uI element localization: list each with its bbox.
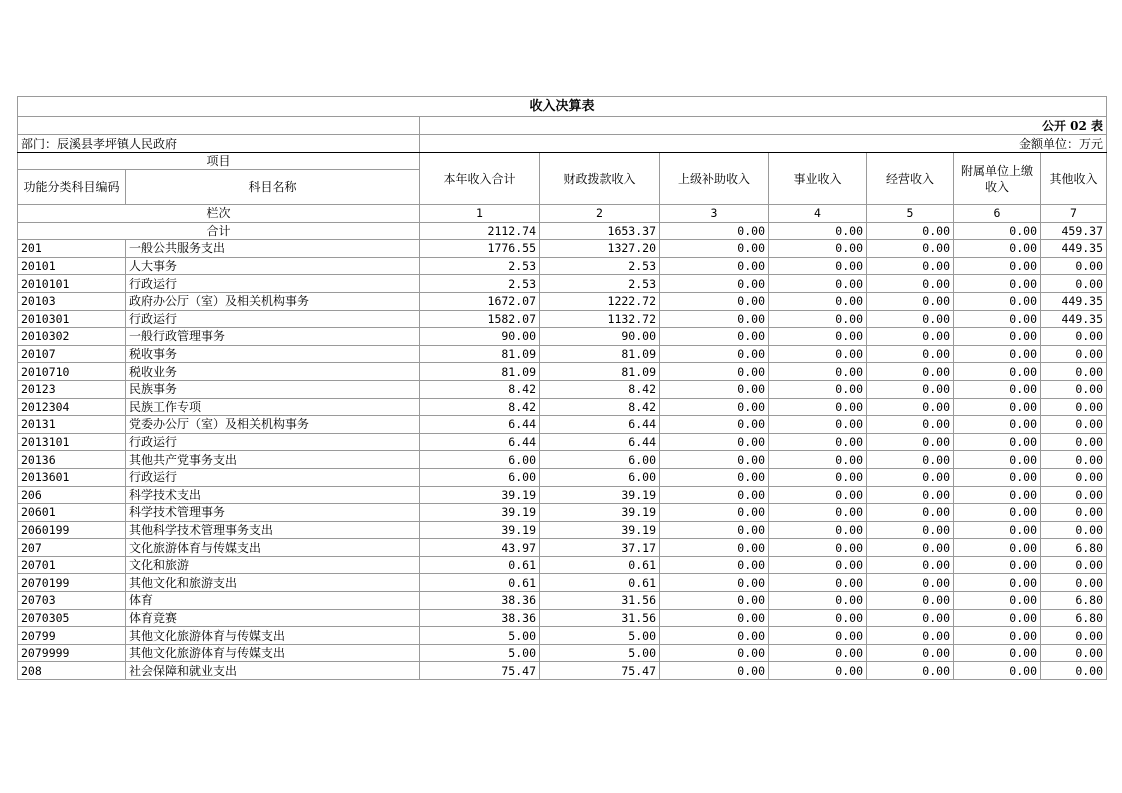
amount-cell: 0.00 xyxy=(867,486,954,504)
amount-cell: 0.00 xyxy=(769,556,867,574)
subject-name: 体育竞赛 xyxy=(126,609,420,627)
header-col3: 上级补助收入 xyxy=(660,153,769,205)
income-settlement-table xyxy=(17,96,1107,680)
column-number: 5 xyxy=(867,205,954,223)
table-row xyxy=(18,310,1107,328)
subject-code: 2012304 xyxy=(18,398,126,416)
amount-cell: 449.35 xyxy=(1041,240,1107,258)
amount-cell: 0.00 xyxy=(867,644,954,662)
subject-code: 20601 xyxy=(18,504,126,522)
unit-label: 金额单位：万元 xyxy=(420,135,1107,153)
amount-cell: 0.00 xyxy=(867,662,954,680)
header-col5: 经营收入 xyxy=(867,153,954,205)
table-row xyxy=(18,627,1107,645)
amount-cell: 6.00 xyxy=(420,468,540,486)
amount-cell: 0.00 xyxy=(1041,504,1107,522)
amount-cell: 0.00 xyxy=(660,292,769,310)
amount-cell: 0.00 xyxy=(954,486,1041,504)
amount-cell: 8.42 xyxy=(540,398,660,416)
amount-cell: 0.00 xyxy=(769,380,867,398)
table-row xyxy=(18,292,1107,310)
subject-code: 2070305 xyxy=(18,609,126,627)
amount-cell: 1776.55 xyxy=(420,240,540,258)
amount-cell: 0.00 xyxy=(769,592,867,610)
subject-name: 行政运行 xyxy=(126,275,420,293)
amount-cell: 0.00 xyxy=(769,662,867,680)
amount-cell: 0.00 xyxy=(954,609,1041,627)
amount-cell: 5.00 xyxy=(540,627,660,645)
amount-cell: 0.00 xyxy=(954,521,1041,539)
amount-cell: 0.00 xyxy=(954,574,1041,592)
amount-cell: 5.00 xyxy=(420,627,540,645)
column-number: 2 xyxy=(540,205,660,223)
amount-cell: 0.00 xyxy=(660,328,769,346)
table-title: 收入决算表 xyxy=(18,97,1107,117)
subject-name: 文化和旅游 xyxy=(126,556,420,574)
amount-cell: 8.42 xyxy=(420,398,540,416)
amount-cell: 0.00 xyxy=(954,556,1041,574)
amount-cell: 1582.07 xyxy=(420,310,540,328)
subject-name: 政府办公厅（室）及相关机构事务 xyxy=(126,292,420,310)
subject-name: 文化旅游体育与传媒支出 xyxy=(126,539,420,557)
amount-cell: 0.00 xyxy=(867,609,954,627)
header-col7: 其他收入 xyxy=(1041,153,1107,205)
amount-cell: 90.00 xyxy=(420,328,540,346)
subject-code: 2010101 xyxy=(18,275,126,293)
table-row xyxy=(18,644,1107,662)
amount-cell: 0.00 xyxy=(769,275,867,293)
total-value: 0.00 xyxy=(867,222,954,240)
table-row xyxy=(18,363,1107,381)
table-row xyxy=(18,416,1107,434)
subject-name: 一般行政管理事务 xyxy=(126,328,420,346)
subject-name: 税收业务 xyxy=(126,363,420,381)
table-row xyxy=(18,240,1107,258)
subject-name: 其他科学技术管理事务支出 xyxy=(126,521,420,539)
amount-cell: 31.56 xyxy=(540,609,660,627)
amount-cell: 0.61 xyxy=(540,556,660,574)
amount-cell: 0.00 xyxy=(867,363,954,381)
subject-name: 民族工作专项 xyxy=(126,398,420,416)
amount-cell: 2.53 xyxy=(540,275,660,293)
blank-cell xyxy=(18,117,420,135)
amount-cell: 0.00 xyxy=(867,328,954,346)
amount-cell: 449.35 xyxy=(1041,310,1107,328)
amount-cell: 0.00 xyxy=(660,521,769,539)
table-row xyxy=(18,345,1107,363)
amount-cell: 1672.07 xyxy=(420,292,540,310)
column-number: 4 xyxy=(769,205,867,223)
amount-cell: 75.47 xyxy=(540,662,660,680)
amount-cell: 0.00 xyxy=(660,556,769,574)
amount-cell: 0.00 xyxy=(660,416,769,434)
amount-cell: 0.00 xyxy=(660,627,769,645)
amount-cell: 0.00 xyxy=(954,240,1041,258)
amount-cell: 0.00 xyxy=(660,433,769,451)
amount-cell: 1222.72 xyxy=(540,292,660,310)
table-row xyxy=(18,609,1107,627)
table-row xyxy=(18,521,1107,539)
amount-cell: 0.00 xyxy=(1041,433,1107,451)
column-number: 7 xyxy=(1041,205,1107,223)
amount-cell: 39.19 xyxy=(540,486,660,504)
amount-cell: 0.00 xyxy=(1041,257,1107,275)
subject-code: 201 xyxy=(18,240,126,258)
header-item: 项目 xyxy=(18,153,420,170)
amount-cell: 0.00 xyxy=(769,627,867,645)
amount-cell: 0.00 xyxy=(867,292,954,310)
total-value: 459.37 xyxy=(1041,222,1107,240)
table-row xyxy=(18,539,1107,557)
subject-name: 其他文化旅游体育与传媒支出 xyxy=(126,627,420,645)
amount-cell: 0.00 xyxy=(867,257,954,275)
amount-cell: 0.00 xyxy=(867,345,954,363)
table-row xyxy=(18,275,1107,293)
amount-cell: 0.00 xyxy=(867,592,954,610)
column-number: 1 xyxy=(420,205,540,223)
subject-name: 其他共产党事务支出 xyxy=(126,451,420,469)
amount-cell: 8.42 xyxy=(540,380,660,398)
amount-cell: 6.44 xyxy=(540,433,660,451)
amount-cell: 0.00 xyxy=(1041,556,1107,574)
subject-code: 207 xyxy=(18,539,126,557)
subject-name: 民族事务 xyxy=(126,380,420,398)
table-row xyxy=(18,257,1107,275)
amount-cell: 0.00 xyxy=(769,574,867,592)
amount-cell: 90.00 xyxy=(540,328,660,346)
subject-name: 税收事务 xyxy=(126,345,420,363)
amount-cell: 0.00 xyxy=(867,468,954,486)
amount-cell: 0.00 xyxy=(660,398,769,416)
amount-cell: 0.00 xyxy=(867,398,954,416)
amount-cell: 0.00 xyxy=(954,627,1041,645)
amount-cell: 1327.20 xyxy=(540,240,660,258)
amount-cell: 0.00 xyxy=(660,345,769,363)
amount-cell: 0.00 xyxy=(1041,627,1107,645)
amount-cell: 0.00 xyxy=(1041,416,1107,434)
amount-cell: 5.00 xyxy=(540,644,660,662)
amount-cell: 0.00 xyxy=(954,468,1041,486)
table-row xyxy=(18,592,1107,610)
amount-cell: 0.00 xyxy=(769,257,867,275)
amount-cell: 6.00 xyxy=(420,451,540,469)
amount-cell: 8.42 xyxy=(420,380,540,398)
amount-cell: 0.00 xyxy=(769,451,867,469)
amount-cell: 0.00 xyxy=(954,504,1041,522)
amount-cell: 0.00 xyxy=(954,662,1041,680)
subject-code: 20107 xyxy=(18,345,126,363)
amount-cell: 81.09 xyxy=(540,345,660,363)
subject-name: 行政运行 xyxy=(126,433,420,451)
subject-name: 其他文化旅游体育与传媒支出 xyxy=(126,644,420,662)
amount-cell: 0.00 xyxy=(769,310,867,328)
amount-cell: 0.00 xyxy=(1041,521,1107,539)
amount-cell: 37.17 xyxy=(540,539,660,557)
amount-cell: 0.00 xyxy=(660,644,769,662)
subject-code: 2010710 xyxy=(18,363,126,381)
amount-cell: 0.00 xyxy=(769,416,867,434)
subject-name: 社会保障和就业支出 xyxy=(126,662,420,680)
amount-cell: 39.19 xyxy=(420,486,540,504)
amount-cell: 6.44 xyxy=(540,416,660,434)
subject-code: 20103 xyxy=(18,292,126,310)
subject-code: 20703 xyxy=(18,592,126,610)
amount-cell: 0.00 xyxy=(660,574,769,592)
amount-cell: 0.00 xyxy=(1041,644,1107,662)
subject-name: 行政运行 xyxy=(126,468,420,486)
header-col6: 附属单位上缴收入 xyxy=(954,153,1041,205)
amount-cell: 0.00 xyxy=(867,380,954,398)
header-func-code: 功能分类科目编码 xyxy=(18,170,126,205)
amount-cell: 0.00 xyxy=(769,292,867,310)
amount-cell: 0.00 xyxy=(954,345,1041,363)
total-row xyxy=(18,222,1107,240)
amount-cell: 0.00 xyxy=(769,363,867,381)
subject-code: 2013601 xyxy=(18,468,126,486)
table-row xyxy=(18,486,1107,504)
amount-cell: 0.00 xyxy=(954,292,1041,310)
column-number: 3 xyxy=(660,205,769,223)
amount-cell: 81.09 xyxy=(420,345,540,363)
header-col2: 财政拨款收入 xyxy=(540,153,660,205)
subject-code: 2010302 xyxy=(18,328,126,346)
amount-cell: 0.00 xyxy=(769,486,867,504)
amount-cell: 39.19 xyxy=(420,521,540,539)
amount-cell: 39.19 xyxy=(420,504,540,522)
amount-cell: 43.97 xyxy=(420,539,540,557)
amount-cell: 0.00 xyxy=(867,240,954,258)
subject-code: 2079999 xyxy=(18,644,126,662)
amount-cell: 1132.72 xyxy=(540,310,660,328)
amount-cell: 0.00 xyxy=(867,521,954,539)
subject-code: 2013101 xyxy=(18,433,126,451)
amount-cell: 0.00 xyxy=(769,539,867,557)
amount-cell: 0.00 xyxy=(1041,345,1107,363)
table-row xyxy=(18,504,1107,522)
amount-cell: 81.09 xyxy=(420,363,540,381)
amount-cell: 0.00 xyxy=(867,556,954,574)
column-number: 6 xyxy=(954,205,1041,223)
amount-cell: 0.00 xyxy=(867,433,954,451)
total-value: 0.00 xyxy=(954,222,1041,240)
subject-name: 科学技术支出 xyxy=(126,486,420,504)
subject-code: 206 xyxy=(18,486,126,504)
amount-cell: 0.00 xyxy=(1041,275,1107,293)
amount-cell: 6.44 xyxy=(420,433,540,451)
table-row xyxy=(18,662,1107,680)
amount-cell: 0.00 xyxy=(867,275,954,293)
subject-name: 人大事务 xyxy=(126,257,420,275)
amount-cell: 0.00 xyxy=(954,433,1041,451)
amount-cell: 0.00 xyxy=(954,363,1041,381)
amount-cell: 0.00 xyxy=(954,592,1041,610)
amount-cell: 0.00 xyxy=(1041,468,1107,486)
subject-name: 其他文化和旅游支出 xyxy=(126,574,420,592)
amount-cell: 449.35 xyxy=(1041,292,1107,310)
subject-code: 20131 xyxy=(18,416,126,434)
amount-cell: 0.00 xyxy=(867,451,954,469)
column-row-label: 栏次 xyxy=(18,205,420,223)
header-subject-name: 科目名称 xyxy=(126,170,420,205)
amount-cell: 0.00 xyxy=(769,468,867,486)
amount-cell: 75.47 xyxy=(420,662,540,680)
amount-cell: 0.00 xyxy=(1041,380,1107,398)
amount-cell: 38.36 xyxy=(420,609,540,627)
amount-cell: 0.00 xyxy=(660,662,769,680)
total-value: 0.00 xyxy=(660,222,769,240)
subject-name: 党委办公厅（室）及相关机构事务 xyxy=(126,416,420,434)
header-col1: 本年收入合计 xyxy=(420,153,540,205)
amount-cell: 0.00 xyxy=(1041,574,1107,592)
subject-name: 科学技术管理事务 xyxy=(126,504,420,522)
amount-cell: 0.00 xyxy=(660,380,769,398)
amount-cell: 0.00 xyxy=(1041,363,1107,381)
total-label: 合计 xyxy=(18,222,420,240)
amount-cell: 6.80 xyxy=(1041,539,1107,557)
amount-cell: 0.00 xyxy=(660,310,769,328)
amount-cell: 0.00 xyxy=(1041,486,1107,504)
table-row xyxy=(18,380,1107,398)
subject-code: 20123 xyxy=(18,380,126,398)
subject-code: 20136 xyxy=(18,451,126,469)
subject-code: 2070199 xyxy=(18,574,126,592)
amount-cell: 0.00 xyxy=(1041,451,1107,469)
table-row xyxy=(18,451,1107,469)
amount-cell: 0.00 xyxy=(769,240,867,258)
amount-cell: 39.19 xyxy=(540,521,660,539)
amount-cell: 0.00 xyxy=(954,275,1041,293)
amount-cell: 39.19 xyxy=(540,504,660,522)
amount-cell: 2.53 xyxy=(420,257,540,275)
amount-cell: 0.00 xyxy=(769,398,867,416)
table-row xyxy=(18,468,1107,486)
form-code: 公开 02 表 xyxy=(420,117,1107,135)
amount-cell: 6.80 xyxy=(1041,592,1107,610)
table-row xyxy=(18,433,1107,451)
amount-cell: 31.56 xyxy=(540,592,660,610)
amount-cell: 0.61 xyxy=(420,556,540,574)
total-value: 1653.37 xyxy=(540,222,660,240)
subject-code: 20701 xyxy=(18,556,126,574)
subject-code: 20101 xyxy=(18,257,126,275)
amount-cell: 0.00 xyxy=(769,644,867,662)
amount-cell: 0.00 xyxy=(660,609,769,627)
amount-cell: 0.00 xyxy=(660,592,769,610)
column-number-row xyxy=(18,205,1107,223)
amount-cell: 0.00 xyxy=(660,468,769,486)
amount-cell: 0.00 xyxy=(954,310,1041,328)
subject-name: 一般公共服务支出 xyxy=(126,240,420,258)
amount-cell: 0.00 xyxy=(954,380,1041,398)
amount-cell: 0.00 xyxy=(769,504,867,522)
amount-cell: 0.00 xyxy=(1041,398,1107,416)
amount-cell: 0.61 xyxy=(420,574,540,592)
subject-code: 20799 xyxy=(18,627,126,645)
total-value: 2112.74 xyxy=(420,222,540,240)
amount-cell: 6.00 xyxy=(540,468,660,486)
table-row xyxy=(18,328,1107,346)
amount-cell: 0.00 xyxy=(1041,662,1107,680)
amount-cell: 0.00 xyxy=(660,363,769,381)
table-row xyxy=(18,574,1107,592)
amount-cell: 6.80 xyxy=(1041,609,1107,627)
subject-name: 体育 xyxy=(126,592,420,610)
amount-cell: 0.00 xyxy=(954,398,1041,416)
amount-cell: 0.00 xyxy=(867,504,954,522)
amount-cell: 0.00 xyxy=(660,257,769,275)
table-row xyxy=(18,556,1107,574)
amount-cell: 0.00 xyxy=(867,310,954,328)
amount-cell: 0.00 xyxy=(660,539,769,557)
amount-cell: 0.00 xyxy=(660,504,769,522)
amount-cell: 0.00 xyxy=(954,257,1041,275)
amount-cell: 0.00 xyxy=(769,433,867,451)
amount-cell: 0.00 xyxy=(1041,328,1107,346)
amount-cell: 0.00 xyxy=(867,416,954,434)
amount-cell: 0.00 xyxy=(769,521,867,539)
amount-cell: 0.00 xyxy=(660,486,769,504)
department-label: 部门：辰溪县孝坪镇人民政府 xyxy=(18,135,420,153)
amount-cell: 0.00 xyxy=(867,574,954,592)
amount-cell: 0.61 xyxy=(540,574,660,592)
amount-cell: 0.00 xyxy=(867,539,954,557)
amount-cell: 0.00 xyxy=(769,609,867,627)
amount-cell: 0.00 xyxy=(867,627,954,645)
amount-cell: 0.00 xyxy=(769,345,867,363)
amount-cell: 81.09 xyxy=(540,363,660,381)
table-row xyxy=(18,398,1107,416)
amount-cell: 6.00 xyxy=(540,451,660,469)
subject-code: 2060199 xyxy=(18,521,126,539)
amount-cell: 0.00 xyxy=(660,451,769,469)
subject-code: 2010301 xyxy=(18,310,126,328)
amount-cell: 0.00 xyxy=(954,328,1041,346)
amount-cell: 0.00 xyxy=(769,328,867,346)
amount-cell: 0.00 xyxy=(660,275,769,293)
subject-code: 208 xyxy=(18,662,126,680)
amount-cell: 0.00 xyxy=(954,644,1041,662)
amount-cell: 2.53 xyxy=(540,257,660,275)
amount-cell: 38.36 xyxy=(420,592,540,610)
amount-cell: 0.00 xyxy=(954,451,1041,469)
amount-cell: 5.00 xyxy=(420,644,540,662)
subject-name: 行政运行 xyxy=(126,310,420,328)
amount-cell: 0.00 xyxy=(954,416,1041,434)
amount-cell: 6.44 xyxy=(420,416,540,434)
amount-cell: 2.53 xyxy=(420,275,540,293)
amount-cell: 0.00 xyxy=(954,539,1041,557)
amount-cell: 0.00 xyxy=(660,240,769,258)
total-value: 0.00 xyxy=(769,222,867,240)
header-col4: 事业收入 xyxy=(769,153,867,205)
